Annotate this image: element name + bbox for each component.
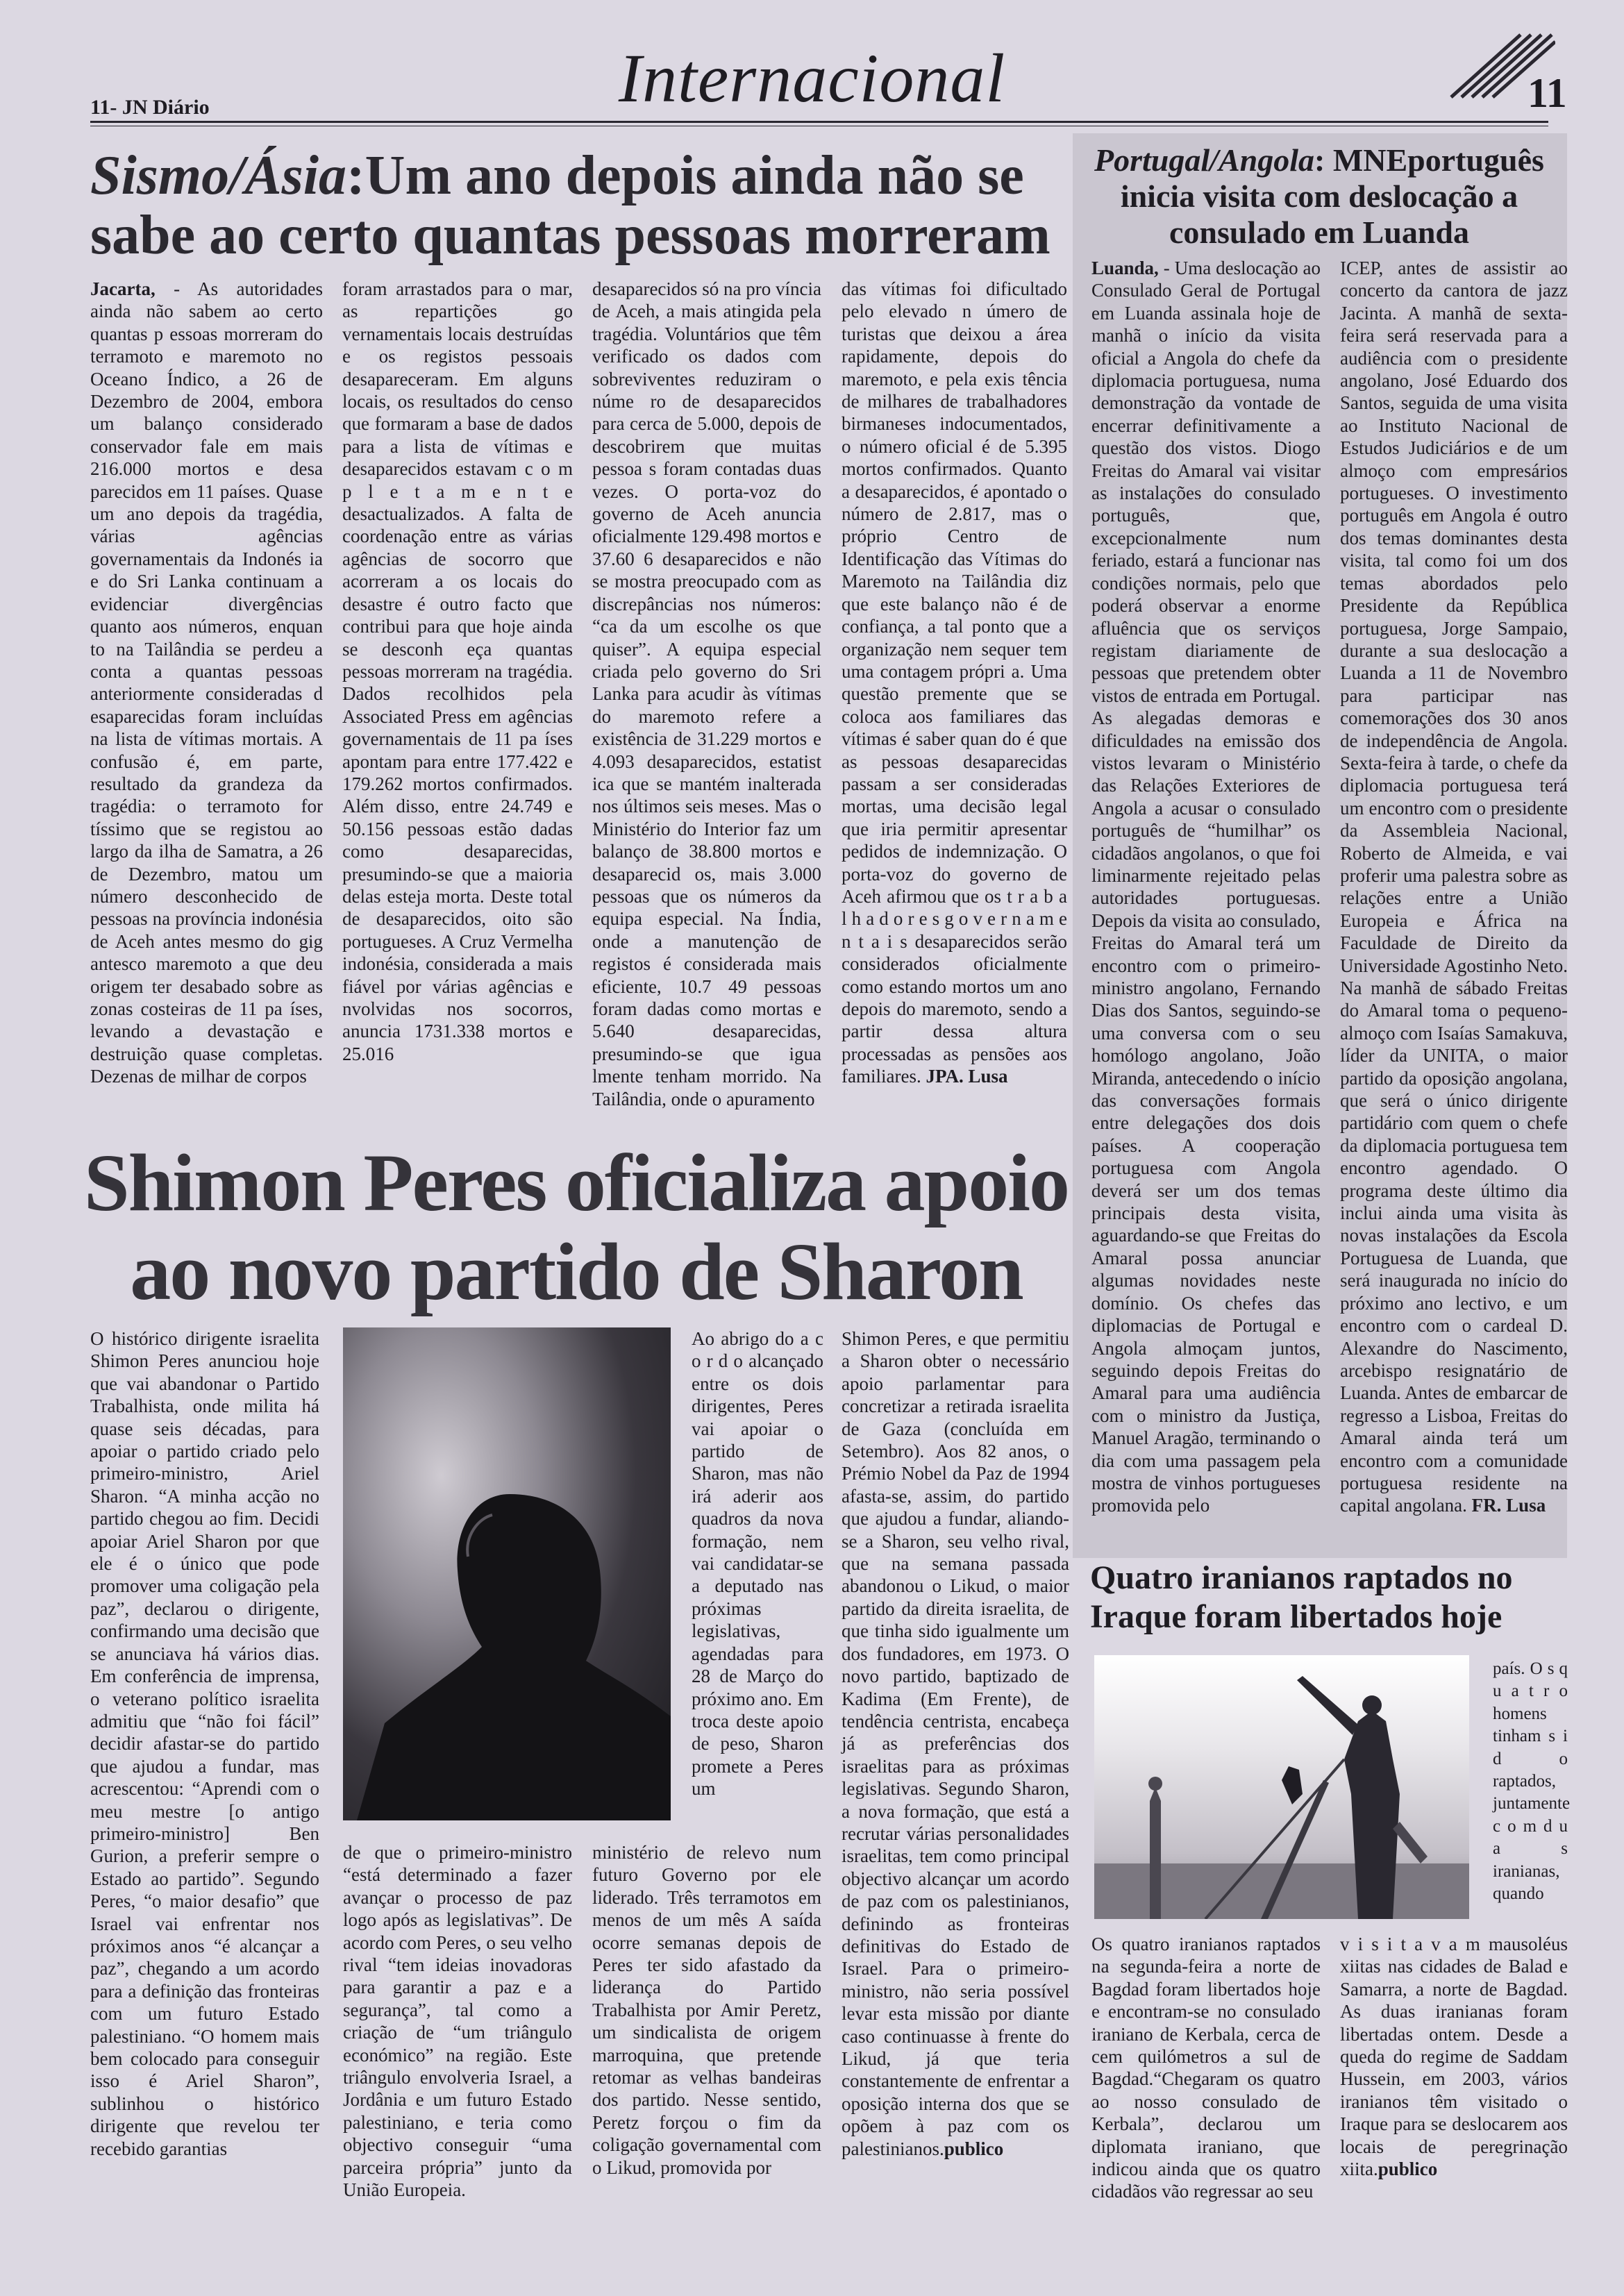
- tsunami-dateline: Jacarta,: [90, 278, 156, 299]
- peres-portrait-photo: [343, 1327, 671, 1820]
- tsunami-credit: JPA. Lusa: [926, 1066, 1008, 1087]
- tsunami-column-1-text: - As autoridades ainda não sabem ao certo quantas p essoas morreram do terramoto e maremoto no Oceano Índico, a 26 de Dezembro de 2004, embora um balanço considerado conservador fale em mais 216.000 mortos e desa parecidos em 11 países. Quase um ano depois da tragédia, várias agências governamentais da Indonés ia e do Sri Lanka continuam a evidenciar divergências quanto aos números, enquan to na Tailândia se perdeu a conta a quantas pessoas anteriormente consideradas d esaparecidas foram incluídas na lista de vítimas mortais. A confusão é, em parte, resultado da grandeza da tragédia: o terramoto for tíssimo que se registou ao largo da ilha de Samatra, a 26 de Dezembro, matou um número desconhecido de pessoas na província indonésia de Aceh antes mesmo do gig antesco maremoto a que deu origem ter desabado sobre as zonas costeiras de 11 pa íses, levando a devastação e destruição quase completas. Dezenas de milhar de corpos: [90, 278, 323, 1087]
- statue-scene: [1094, 1655, 1469, 1919]
- peres-column-3-bottom-text: ministério de relevo num futuro Governo por ele liderado. Três terramotos em menos de um mês A saída ocorre semanas depois de Peres ter sido afastado da liderança do Partido Trabalhista por Amir Peretz, um sindicalista de origem marroquina, que pretende retomar as velhas bandeiras dos partido. Nesse sentido, Peretz forçou o fim da coligação governamental com o Likud, promovida por: [592, 1842, 821, 2178]
- angola-column-1: [1091, 257, 1321, 1517]
- iran-column-2-text: v i s i t a v a m mausoléus xiitas nas cidades de Balad e Samarra, a norte de Bagdad. As duas iranianas foram libertadas ontem. Desde a queda do regime de Saddam Hussein, em 2003, vários iranianos têm visitado o Iraque para se deslocarem aos locais de peregrinação xiita.: [1340, 1934, 1568, 2180]
- angola-headline: [1080, 142, 1559, 251]
- tsunami-headline-text: :Um ano depois ainda não se sabe ao certo quantas pessoas morreram: [90, 145, 1050, 266]
- iran-column-1-text: Os quatro iranianos raptados na segunda-feira a norte de Bagdad foram libertados hoje e encontram-se no consulado iraniano de Kerbala, cerca de cem quilómetros a sul de Bagdad.“Chegaram os quatro ao nosso consulado de Kerbala”, declarou um diplomata iraniano, que indicou ainda que os quatro cidadãos vão regressar ao seu: [1091, 1934, 1321, 2202]
- angola-column-2-text: ICEP, antes de assistir ao concerto da cantora de jazz Jacinta. A manhã de sexta-feira será reservada para a audiência com o presidente angolano, José Eduardo dos Santos, seguida de uma visita ao Instituto Nacional de Estudos Judiciários e de um almoço com empresários portugueses. O investimento português em Angola é outro dos temas dominantes desta visita, tal como foi um dos temas abordados pelo Presidente da República portuguesa, Jorge Sampaio, durante a sua deslocação a Luanda a 11 de Novembro para participar nas comemorações dos 30 anos de independência de Angola. Sexta-feira à tarde, o chefe da diplomacia portuguesa terá um encontro com o presidente da Assembleia Nacional, Roberto de Almeida, e vai proferir uma palestra sobre as relações entre a União Europeia e África na Faculdade de Direito da Universidade Agostinho Neto. Na manhã de sábado Freitas do Amaral toma o pequeno-almoço com Isaías Samakuva, líder da UNITA, o maior partido da oposição angolana, que será o único dirigente partidário com quem o chefe da diplomacia portuguesa tem encontro agendado. O programa deste último dia inclui ainda uma visita às novas instalações da Escola Portuguesa de Luanda, que será inaugurada no início do próximo ano lectivo, e um encontro com o cardeal D. Alexandre do Nascimento, arcebispo resignatário de Luanda. Antes de embarcar de regresso a Lisboa, Freitas do Amaral ainda terá um encontro com a comunidade portuguesa residente na capital angolana.: [1340, 258, 1568, 1516]
- portrait-silhouette: [343, 1327, 671, 1820]
- peres-column-3-bottom: [592, 1841, 821, 2179]
- page-number: 11: [1527, 70, 1567, 116]
- tsunami-column-3-text: desaparecidos só na pro víncia de Aceh, a mais atingida pela tragédia. Voluntários que têm verificado os dados com sobreviventes reduziram o núme ro de desaparecidos para cerca de 5.000, depois de descobrirem que muitas pessoa s foram contadas duas vezes. O porta-voz do governo de Aceh anuncia oficialmente 129.498 mortos e 37.60 6 desaparecidos e não se mostra preocupado com as discrepâncias nos números: “ca da um escolhe os que quiser”. A equipa especial criada pelo governo do Sri Lanka para acudir às vítimas do maremoto refere a existência de 31.229 mortos e 4.093 desaparecidos, estatist ica que se mantém inalterada nos últimos seis meses. Mas o Ministério do Interior faz um balanço de 38.800 mortos e desaparecid os, mais 3.000 pessoas que os números da equipa especial. Na Índia, onde a manutenção de registos é considerada mais eficiente, 10.7 49 pessoas foram dadas como mortas e 5.640 desaparecidas, presumindo-se que igua lmente tenham morrido. Na Tailândia, onde o apuramento: [592, 278, 821, 1109]
- iran-side-text: país. O s q u a t r o homens tinham s i d o raptados, juntamente c o m d u a s iranianas, quando: [1493, 1659, 1571, 1904]
- angola-credit: FR. Lusa: [1471, 1495, 1546, 1516]
- peres-headline: Shimon Peres oficializa apoio ao novo partido de Sharon: [83, 1137, 1069, 1317]
- tsunami-column-2-text: foram arrastados para o mar, as repartições go vernamentais locais destruídas e os registos pessoais desapareceram. Em alguns locais, os resultados do censo que formaram a base de dados para a lista de vítimas e desaparecidos estavam c o m p l e t a m e n t e desactualizados. A falta de coordenação entre as várias agências de socorro que acorreram a os locais do desastre é outro facto que contribui para que hoje ainda se desconh eça quantas pessoas morreram na tragédia. Dados recolhidos pela Associated Press em agências governamentais de 11 pa íses apontam para entre 177.422 e 179.262 mortos confirmados. Além disso, entre 24.749 e 50.156 pessoas estão dadas como desaparecidas, presumindo-se que a maioria delas esteja morta. Deste total de desaparecidos, oito são portugueses. A Cruz Vermelha indonésia, considerada a mais fiável por várias agências e nvolvidas nos socorros, anuncia 1731.338 mortos e 25.016: [342, 278, 573, 1064]
- tsunami-column-4: [842, 278, 1067, 1088]
- peres-column-4: [842, 1327, 1069, 2160]
- tsunami-column-3: [592, 278, 821, 1110]
- iran-column-2: [1340, 1933, 1568, 2180]
- peres-column-3-top: [692, 1327, 823, 1800]
- tsunami-headline-kicker: Sismo/Ásia: [90, 145, 347, 206]
- iran-headline: Quatro iranianos raptados no Iraque foram libertados hoje: [1090, 1559, 1513, 1635]
- tsunami-column-1: [90, 278, 323, 1088]
- angola-headline-text: : MNEportuguês inicia visita com deslocação a consulado em Luanda: [1120, 142, 1544, 250]
- peres-credit: publico: [944, 2138, 1004, 2159]
- iran-credit: publico: [1378, 2159, 1438, 2180]
- peres-column-4-text: Shimon Peres, e que permitiu a Sharon obter o necessário apoio parlamentar para concretizar a retirada israelita de Gaza (concluída em Setembro). Aos 82 anos, o Prémio Nobel da Paz de 1994 afasta-se, assim, do partido que ajudou a fundar, aliando-se a Sharon, seu velho rival, que na semana passada abandonou o Likud, o maior partido da direita israelita, de que tinha sido igualmente um dos fundadores, em 1973. O novo partido, baptizado de Kadima (Em Frente), de tendência centrista, encabeça já as preferências dos israelitas para as próximas legislativas. Segundo Sharon, a nova formação, que está a recrutar várias personalidades israelitas, tem como principal objectivo alcançar um acordo de paz com os palestinianos, definindo as fronteiras definitivas do Estado de Israel. Para o primeiro-ministro, não seria possível levar esta missão por diante caso continuasse à frente do Likud, já que teria constantemente de enfrentar a oposição interna dos que se opõem à paz com os palestinianos.: [842, 1328, 1069, 2159]
- peres-column-3-top-text: Ao abrigo do a c o r d o alcançado entre os dois dirigentes, Peres vai apoiar o partido de Sharon, mas não irá aderir aos quadros da nova formação, nem vai candidatar-se a deputado nas próximas legislativas, agendadas para 28 de Março do próximo ano. Em troca deste apoio de peso, Sharon promete a Peres um: [692, 1328, 823, 1800]
- page-section-label: 11- JN Diário: [90, 96, 210, 119]
- tsunami-headline: [90, 146, 1083, 265]
- peres-column-1-text: O histórico dirigente israelita Shimon Peres anunciou hoje que vai abandonar o Partido Trabalhista, onde milita há quase seis décadas, para apoiar o partido criado pelo primeiro-ministro, Ariel Sharon. “A minha acção no partido chegou ao fim. Decidi apoiar Ariel Sharon por que ele é o único que pode promover uma coligação pela paz”, declarou o dirigente, confirmando uma decisão que se anunciava há vários dias. Em conferência de imprensa, o veterano político israelita admitiu que “não foi fácil” decidir afastar-se do partido que ajudou a fundar, mas acrescentou: “Aprendi com o meu mestre [o antigo primeiro-ministro] Ben Gurion, a preferir sempre o Estado ao partido”. Segundo Peres, “o maior desafio” que Israel vai enfrentar nos próximos anos “é alcançar a paz”, chegando a um acordo para a definição das fronteiras com um futuro Estado palestiniano. “O homem mais bem colocado para conseguir isso é Ariel Sharon”, sublinhou o histórico dirigente que revelou ter recebido garantias: [90, 1328, 319, 2159]
- angola-headline-kicker: Portugal/Angola: [1094, 142, 1314, 178]
- tsunami-column-4-text: das vítimas foi dificultado pelo elevado n úmero de turistas que deixou a área rapidamente, depois do maremoto, e pela exis tência de milhares de trabalhadores birmaneses indocumentados, o número oficial é de 5.395 mortos confirmados. Quanto a desaparecidos, é apontado o número de 2.817, mas o próprio Centro de Identificação das Vítimas do Maremoto na Tailândia diz que este balanço não é de confiança, a tal ponto que a organização nem sequer tem uma contagem própri a. Uma questão premente que se coloca aos familiares das vítimas é saber quan do é que as pessoas desaparecidas passam a ser consideradas mortas, uma decisão legal que iria permitir apresentar pedidos de indemnização. O porta-voz do governo de Aceh afirmou que os t r a b a l h a d o r e s g o v e r n a m e n t a i s desaparecidos serão considerados oficialmente como estando mortos um ano depois do maremoto, sendo a partir dessa altura processadas as pensões aos familiares.: [842, 278, 1067, 1087]
- angola-column-1-text: - Uma deslocação ao Consulado Geral de Portugal em Luanda assinala hoje de manhã o início da visita oficial a Angola do chefe da diplomacia portuguesa, numa demonstração da vontade de encerrar definitivamente a questão dos vistos. Diogo Freitas do Amaral vai visitar as instalações do consulado português, que, excepcionalmente num feriado, estará a funcionar nas condições normais, pelo que poderá observar a enorme afluência que os serviços registam diariamente de pessoas que pretendem obter vistos de entrada em Portugal. As alegadas demoras e dificuldades na emissão dos vistos levaram o Ministério das Relações Exteriores de Angola a acusar o consulado português de “humilhar” os cidadãos angolanos, o que foi liminarmente rejeitado pelas autoridades portuguesas. Depois da visita ao consulado, Freitas do Amaral terá um encontro com o primeiro-ministro angolano, Fernando Dias dos Santos, seguindo-se uma conversa com o seu homólogo angolano, João Miranda, antecedendo o início das conversações formais entre delegações dos dois países. A cooperação portuguesa com Angola deverá ser um dos temas principais desta visita, aguardando-se que Freitas do Amaral possa anunciar algumas novidades neste domínio. Os chefes das diplomacias de Portugal e Angola almoçam juntos, seguindo depois Freitas do Amaral para uma audiência com o ministro da Justiça, Manuel Aragão, terminando o dia com uma passagem pela mostra de vinhos portugueses promovida pelo: [1091, 258, 1321, 1516]
- tsunami-column-2: [342, 278, 573, 1065]
- header-rule: [90, 121, 1548, 123]
- angola-column-2: [1340, 257, 1568, 1517]
- peres-column-2: [343, 1841, 572, 2202]
- statue-toppling-photo: [1094, 1655, 1469, 1919]
- iran-column-1: [1091, 1933, 1321, 2203]
- iran-side-column: [1493, 1658, 1571, 1905]
- angola-dateline: Luanda,: [1091, 258, 1159, 278]
- peres-column-2-text: de que o primeiro-ministro “está determinado a fazer avançar o processo de paz logo após as legislativas”. De acordo com Peres, o seu velho rival “tem ideias inovadoras para garantir a paz e a segurança”, tal como a criação de “um triângulo económico” na região. Este triângulo envolveria Israel, a Jordânia e um futuro Estado palestiniano, e teria como objectivo conseguir “uma parceira própria” junto da União Europeia.: [343, 1842, 572, 2201]
- section-title: Internacional: [618, 40, 1006, 117]
- peres-column-1: [90, 1327, 319, 2160]
